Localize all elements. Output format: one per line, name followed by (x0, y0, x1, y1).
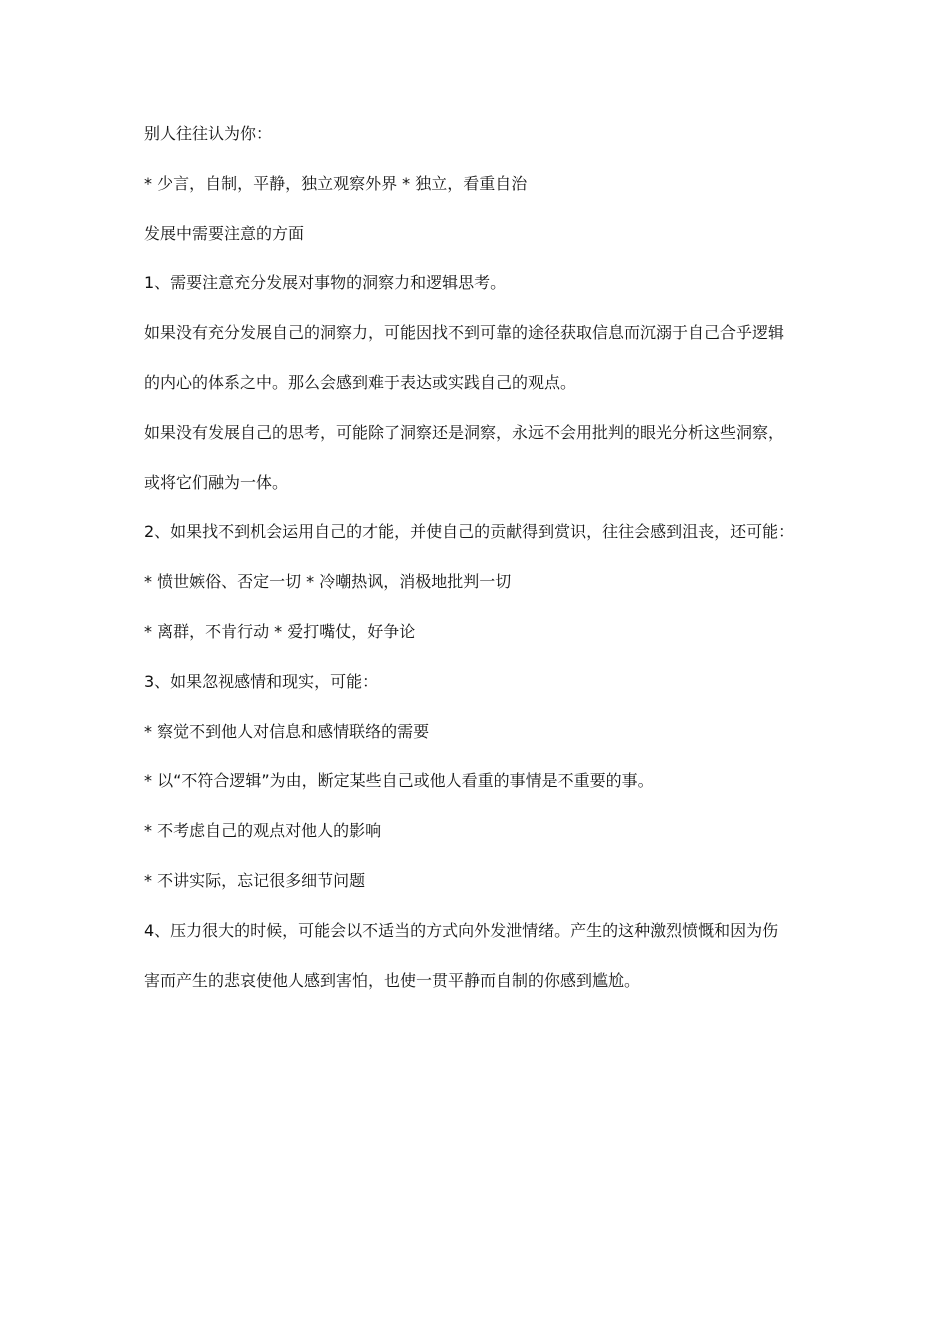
text-line: 如果没有发展自己的思考，可能除了洞察还是洞察，永远不会用批判的眼光分析这些洞察， (144, 422, 785, 442)
bullet-item: * 不考虑自己的观点对他人的影响 (144, 821, 382, 841)
numbered-item: 3、如果忽视感情和现实，可能： (144, 671, 379, 691)
section-heading: 发展中需要注意的方面 (144, 223, 305, 243)
text-line: 如果没有充分发展自己的洞察力，可能因找不到可靠的途径获取信息而沉溺于自己合乎逻辑 (144, 323, 785, 343)
bullet-item: * 不讲实际，忘记很多细节问题 (144, 870, 366, 890)
text-line: 害而产生的悲哀使他人感到害怕，也使一贯平静而自制的你感到尴尬。 (144, 970, 641, 990)
numbered-item: 2、如果找不到机会运用自己的才能，并使自己的贡献得到赏识，往往会感到沮丧，还可能： (144, 522, 795, 542)
text-line: * 少言，自制，平静，独立观察外界 * 独立，看重自治 (144, 173, 528, 193)
numbered-item: 4、压力很大的时候，可能会以不适当的方式向外发泄情绪。产生的这种激烈愤慨和因为伤 (144, 920, 779, 940)
document-body (144, 122, 824, 1018)
bullet-item: * 离群，不肯行动 * 爱打嘴仗，好争论 (144, 621, 416, 641)
bullet-item: * 愤世嫉俗、否定一切 * 冷嘲热讽，消极地批判一切 (144, 572, 512, 592)
bullet-item: * 以“不符合逻辑”为由，断定某些自己或他人看重的事情是不重要的事。 (144, 771, 654, 791)
text-line: 或将它们融为一体。 (144, 472, 289, 492)
text-line: 别人往往认为你： (144, 124, 273, 143)
numbered-item: 1、需要注意充分发展对事物的洞察力和逻辑思考。 (144, 273, 507, 293)
text-line: 的内心的体系之中。那么会感到难于表达或实践自己的观点。 (144, 372, 577, 392)
bullet-item: * 察觉不到他人对信息和感情联络的需要 (144, 721, 430, 741)
